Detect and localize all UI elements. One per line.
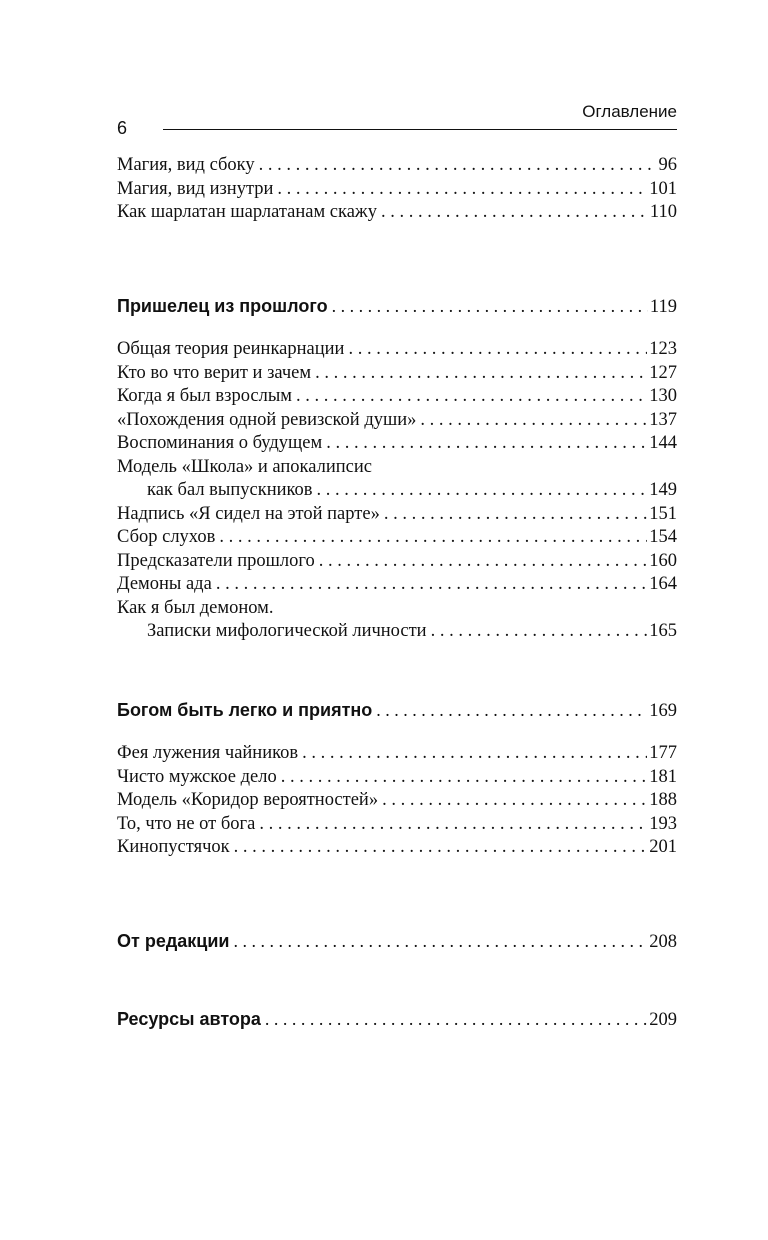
toc-chapter-entry[interactable] xyxy=(117,1008,677,1032)
header-rule xyxy=(163,129,677,130)
toc-entry-title: Как шарлатан шарлатанам скажу xyxy=(117,202,377,222)
dot-leader xyxy=(302,742,647,766)
toc-entry[interactable] xyxy=(117,789,677,813)
toc-entry-page: 177 xyxy=(649,743,677,763)
toc-entry[interactable] xyxy=(117,766,677,790)
chapter-page: 209 xyxy=(649,1010,677,1030)
dot-leader xyxy=(376,699,647,723)
toc-entry[interactable] xyxy=(117,178,677,202)
chapter-page: 208 xyxy=(649,931,677,952)
dot-leader xyxy=(219,526,647,550)
dot-leader xyxy=(216,573,647,597)
toc-entry-page: 201 xyxy=(649,837,677,857)
toc-entry-title-line2: как бал выпускников xyxy=(147,480,313,500)
chapter-title: Ресурсы автора xyxy=(117,1009,261,1029)
toc-entry[interactable] xyxy=(117,385,677,409)
toc-entry-title-line1[interactable]: Как я был демоном. xyxy=(117,597,274,618)
toc-entry-title: Воспоминания о будущем xyxy=(117,433,323,453)
toc-chapter-entry[interactable] xyxy=(117,699,677,723)
spacer xyxy=(117,225,677,295)
chapter-page: 119 xyxy=(649,296,677,317)
dot-leader xyxy=(381,201,648,225)
dot-leader xyxy=(332,295,648,319)
toc-entry-title: Демоны ада xyxy=(117,574,212,594)
toc-entry-page: 154 xyxy=(649,527,677,547)
dot-leader xyxy=(296,385,647,409)
toc-entry-title: То, что не от бога xyxy=(117,813,256,834)
toc-entry[interactable] xyxy=(117,813,677,837)
toc-entry-page: 193 xyxy=(649,813,677,834)
toc-entry-title: Магия, вид изнутри xyxy=(117,178,274,199)
toc-entry-title: Чисто мужское дело xyxy=(117,766,277,787)
section-title: Оглавление xyxy=(582,102,677,121)
spacer xyxy=(117,644,677,699)
toc-entry[interactable] xyxy=(117,836,677,860)
toc-entry-title: Надпись «Я сидел на этой парте» xyxy=(117,503,380,524)
table-of-contents xyxy=(117,154,677,1032)
toc-entry[interactable] xyxy=(117,479,677,503)
chapter-title: Пришелец из прошлого xyxy=(117,295,328,316)
toc-entry-title: Модель «Коридор вероятностей» xyxy=(117,790,379,810)
dot-leader xyxy=(319,550,648,574)
spacer xyxy=(117,860,677,930)
toc-entry-page: 96 xyxy=(658,155,677,175)
dot-leader xyxy=(326,432,647,456)
spacer xyxy=(117,953,677,1008)
toc-entry-title: «Похождения одной ревизской души» xyxy=(117,409,417,430)
toc-entry-page: 160 xyxy=(649,550,677,571)
toc-entry-title-line2: Записки мифологической личности xyxy=(147,621,427,641)
dot-leader xyxy=(348,338,647,362)
toc-entry-page: 181 xyxy=(649,766,677,787)
dot-leader xyxy=(317,479,648,503)
toc-entry-page: 110 xyxy=(649,202,677,222)
toc-entry-page: 144 xyxy=(649,433,677,453)
toc-entry[interactable] xyxy=(117,338,677,362)
toc-entry-title: Когда я был взрослым xyxy=(117,386,293,406)
toc-entry[interactable] xyxy=(117,154,677,178)
toc-entry-page: 130 xyxy=(649,386,677,406)
dot-leader xyxy=(382,789,647,813)
toc-entry-page: 149 xyxy=(649,480,677,500)
toc-entry[interactable] xyxy=(117,503,677,527)
toc-entry[interactable] xyxy=(117,362,677,386)
toc-entry-page: 151 xyxy=(649,503,677,524)
toc-entry-title: Магия, вид сбоку xyxy=(117,155,255,175)
toc-entry-title: Общая теория реинкарнации xyxy=(117,339,345,359)
dot-leader xyxy=(277,178,647,202)
toc-entry-title: Кинопустячок xyxy=(117,837,230,857)
toc-chapter-entry[interactable] xyxy=(117,930,677,954)
chapter-title: Богом быть легко и приятно xyxy=(117,699,373,720)
page-number: 6 xyxy=(117,118,128,138)
toc-entry[interactable] xyxy=(117,742,677,766)
toc-entry-page: 101 xyxy=(649,178,677,199)
dot-leader xyxy=(384,503,647,527)
toc-entry-page: 127 xyxy=(649,362,677,383)
toc-entry[interactable] xyxy=(117,620,677,644)
toc-entry[interactable] xyxy=(117,550,677,574)
toc-entry-page: 188 xyxy=(649,790,677,810)
dot-leader xyxy=(420,409,647,433)
dot-leader xyxy=(315,362,647,386)
running-header xyxy=(117,100,677,140)
toc-entry[interactable] xyxy=(117,201,677,225)
dot-leader xyxy=(281,766,648,790)
toc-entry[interactable] xyxy=(117,573,677,597)
dot-leader xyxy=(234,836,648,860)
dot-leader xyxy=(233,930,647,954)
toc-entry-title: Фея лужения чайников xyxy=(117,743,299,763)
dot-leader xyxy=(259,813,647,837)
toc-entry[interactable] xyxy=(117,432,677,456)
toc-entry[interactable] xyxy=(117,409,677,433)
toc-entry-title: Сбор слухов xyxy=(117,527,216,547)
dot-leader xyxy=(431,620,648,644)
toc-entry-page: 165 xyxy=(649,621,677,641)
spacer xyxy=(117,318,677,338)
toc-entry-title-line1[interactable]: Модель «Школа» и апокалипсис xyxy=(117,456,372,477)
chapter-title: От редакции xyxy=(117,930,230,951)
spacer xyxy=(117,722,677,742)
toc-entry-page: 123 xyxy=(649,339,677,359)
toc-entry-title: Предсказатели прошлого xyxy=(117,550,315,571)
dot-leader xyxy=(259,154,657,178)
toc-entry-title: Кто во что верит и зачем xyxy=(117,362,312,383)
chapter-page: 169 xyxy=(649,700,677,721)
toc-chapter-entry[interactable] xyxy=(117,295,677,319)
toc-entry-page: 137 xyxy=(649,409,677,430)
toc-entry-page: 164 xyxy=(649,574,677,594)
toc-entry[interactable] xyxy=(117,526,677,550)
dot-leader xyxy=(265,1008,647,1032)
